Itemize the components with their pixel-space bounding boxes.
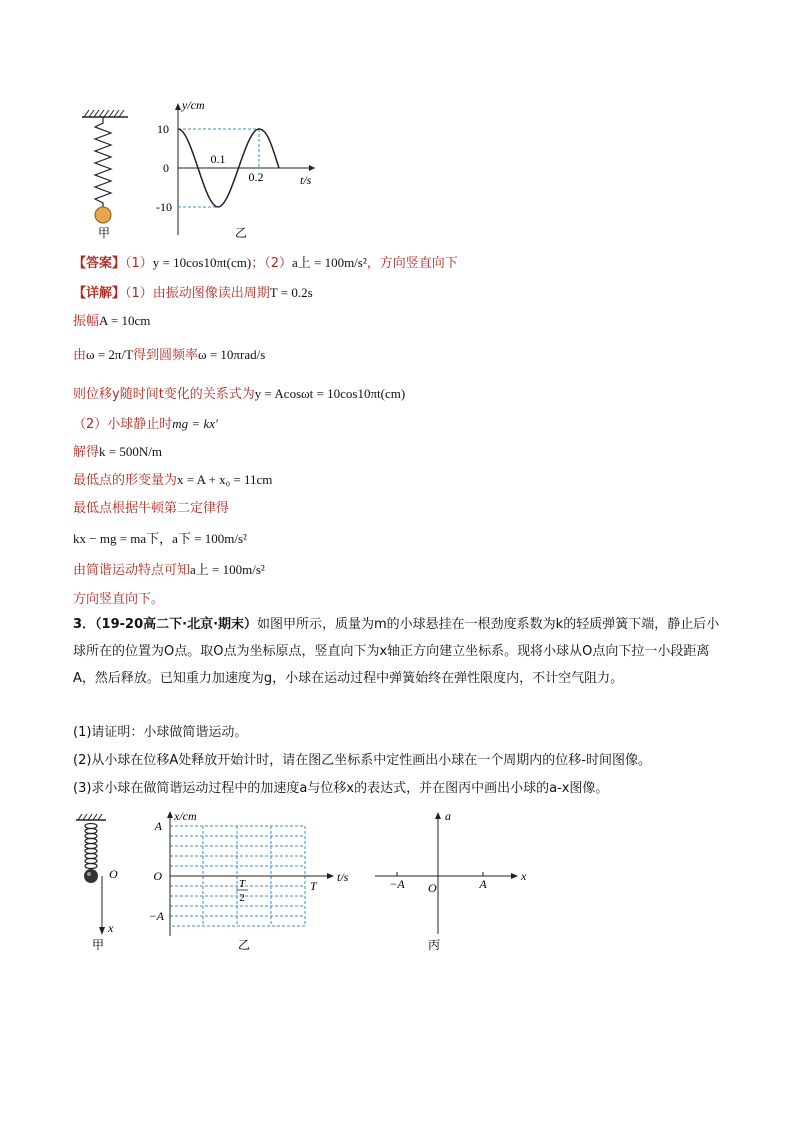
detail-line-4 xyxy=(73,385,405,404)
bing-a-tick-label: A xyxy=(479,877,487,891)
detail-l5-text: （2）小球静止时 xyxy=(73,417,173,432)
detail-l2-text: 振幅 xyxy=(73,314,100,329)
detail-line-3 xyxy=(73,346,265,365)
detail-l9-formula: kx − mg = ma下，a下 = 100m/s² xyxy=(73,531,247,546)
y-axis-arrow xyxy=(175,103,181,110)
t-axis-arrow xyxy=(309,165,315,171)
bing-o-label: O xyxy=(428,881,437,895)
yi-x-axis-label: x/cm xyxy=(174,809,197,823)
yi-x-axis-arrow xyxy=(167,811,173,818)
answer-formula-2: a上 = 100m/s² xyxy=(291,255,367,270)
answer-sep: ；（2） xyxy=(251,256,292,271)
detail-l3-text1: 由 xyxy=(73,348,87,363)
bing-neg-a-label: −A xyxy=(389,877,405,891)
yi-o-label: O xyxy=(153,869,162,883)
answer-tag: 【答案】 xyxy=(73,256,126,271)
yi-t-label: T xyxy=(310,879,317,893)
detail-line-6 xyxy=(73,443,162,462)
yi-half-t-num: T xyxy=(238,878,246,890)
yi-t-axis-label: t/s xyxy=(337,870,349,884)
detail-line-5 xyxy=(73,415,218,434)
jia-x-axis-arrow xyxy=(99,927,105,935)
tick-y-0: 0 xyxy=(163,161,169,175)
detail-l1-formula: T = 0.2s xyxy=(269,285,313,300)
tick-y-10: 10 xyxy=(157,122,169,136)
detail-l6-text: 解得 xyxy=(73,445,100,460)
bing-x-axis-arrow xyxy=(511,873,518,879)
jia-ball-highlight xyxy=(87,872,91,876)
figure-2-svg xyxy=(70,806,530,956)
detail-l5-formula: mg = kx′ xyxy=(172,416,218,431)
ceiling-hatch xyxy=(84,110,124,117)
yi-a-label: A xyxy=(154,819,162,833)
tick-y-neg10: -10 xyxy=(156,200,172,214)
jia-o-label: O xyxy=(109,867,118,881)
question-3-sub-1: (1)请证明：小球做简谐运动。 xyxy=(73,725,248,740)
question-stem-text: 如图甲所示，质量为m的小球悬挂在一根劲度系数为k的轻质弹簧下端，静止后小球所在的位置为O点。取O点为坐标原点，竖直向下为x轴正方向建立坐标系。现将小球从O点向下拉一小段距离A，然后释放。已知重力加速度为g，小球在运动过程中弹簧始终在弹性限度内，不计空气阻力。 xyxy=(73,617,720,686)
tick-t-02: 0.2 xyxy=(248,170,264,184)
answer-formula-1: y = 10cos10πt(cm) xyxy=(152,255,252,270)
tick-t-01: 0.1 xyxy=(210,152,226,166)
detail-l3-formula2: ω = 10πrad/s xyxy=(198,347,266,362)
yi-half-t-den: 2 xyxy=(239,892,245,904)
jia-spring xyxy=(85,824,97,869)
figure-1-svg xyxy=(70,95,330,245)
bing-a-label: a xyxy=(445,809,451,823)
detail-l10-text: 由简谐运动特点可知 xyxy=(73,563,191,578)
figure-2 xyxy=(70,806,530,956)
figure-1 xyxy=(70,95,330,245)
detail-l2-formula: A = 10cm xyxy=(99,313,151,328)
answer-p1: （1） xyxy=(125,256,153,271)
detail-l8-text: 最低点根据牛顿第二定律得 xyxy=(73,501,230,516)
jia-hatch xyxy=(78,814,102,820)
detail-l1-text: （1）由振动图像读出周期 xyxy=(125,286,270,301)
detail-line-7 xyxy=(73,471,272,490)
jia-ball xyxy=(84,869,98,883)
ball xyxy=(95,207,111,223)
detail-line-1 xyxy=(73,284,313,303)
detail-l7-formula: x = A + x₀ = 11cm xyxy=(177,472,273,487)
yi-caption: 乙 xyxy=(238,938,251,952)
jia-x-label: x xyxy=(108,921,114,935)
caption-yi: 乙 xyxy=(235,226,248,240)
answer-line xyxy=(73,254,458,273)
caption-jia: 甲 xyxy=(98,226,111,240)
detail-line-9 xyxy=(73,530,247,549)
question-source: （19-20高二下·北京·期末） xyxy=(95,617,258,632)
t-axis-label: t/s xyxy=(300,173,312,187)
detail-l3-formula1: ω = 2π/T xyxy=(86,347,134,362)
detail-line-10 xyxy=(73,561,265,580)
spring xyxy=(95,117,111,207)
question-number: 3． xyxy=(73,617,96,632)
detail-l4-formula: y = Acosωt = 10cos10πt(cm) xyxy=(254,386,406,401)
detail-l6-formula: k = 500N/m xyxy=(99,444,162,459)
answer-tail: ，方向竖直向下 xyxy=(366,256,458,271)
detail-l7-text: 最低点的形变量为 xyxy=(73,473,178,488)
question-3-sub-3: (3)求小球在做简谐运动过程中的加速度a与位移x的表达式，并在图丙中画出小球的a-x图像。 xyxy=(73,781,609,796)
yi-neg-a-label: −A xyxy=(148,909,164,923)
detail-l3-text2: 得到圆频率 xyxy=(133,348,199,363)
bing-caption: 丙 xyxy=(428,938,441,952)
jia-caption: 甲 xyxy=(92,938,105,952)
detail-line-2 xyxy=(73,312,150,331)
detail-l11-text: 方向竖直向下。 xyxy=(73,592,165,607)
yi-t-axis-arrow xyxy=(327,873,334,879)
question-3-sub-2: (2)从小球在位移A处释放开始计时，请在图乙坐标系中定性画出小球在一个周期内的位移-时间图像。 xyxy=(73,753,651,768)
question-3-stem xyxy=(73,611,723,692)
detail-line-8 xyxy=(73,500,229,518)
detail-line-11 xyxy=(73,591,164,609)
bing-a-axis-arrow xyxy=(435,812,441,819)
y-axis-label: y/cm xyxy=(182,98,205,112)
detail-l10-formula: a上 = 100m/s² xyxy=(190,562,265,577)
detail-l4-text: 则位移y随时间t变化的关系式为 xyxy=(73,387,255,402)
detail-tag: 【详解】 xyxy=(73,286,126,301)
bing-x-label: x xyxy=(521,869,527,883)
